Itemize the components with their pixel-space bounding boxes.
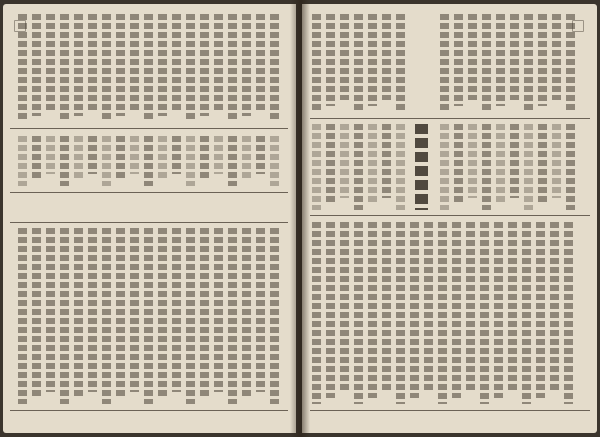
left-top-text-column (228, 14, 237, 122)
right-mid-text-column (340, 124, 349, 198)
right-bottom-text-column (452, 222, 461, 398)
left-top-text-column (270, 14, 279, 122)
left-mid-text-column (158, 136, 167, 180)
left-bottom-text-column (242, 228, 251, 398)
right-bottom-text-column (522, 222, 531, 404)
left-top-text-column (186, 14, 195, 122)
left-mid-text-column (88, 136, 97, 174)
right-mid-text-b-column (482, 124, 491, 210)
right-top-text-column (396, 14, 405, 112)
left-top-text-column (242, 14, 251, 116)
right-bottom-text-column (564, 222, 573, 404)
left-mid-text-column (74, 136, 83, 180)
left-mid-text-column (116, 136, 125, 180)
left-bottom-text-column (158, 228, 167, 398)
right-top-text-column (382, 14, 391, 100)
left-top-text-column (130, 14, 139, 110)
right-top-text-b-column (510, 14, 519, 100)
left-bottom-text-column (46, 228, 55, 392)
right-top-text-b-column (566, 14, 575, 112)
right-band-divider-2 (310, 215, 590, 216)
section-heading (415, 124, 428, 210)
right-mid-text-column (396, 124, 405, 210)
right-bottom-text-column (508, 222, 517, 392)
left-bottom-text-column (256, 228, 265, 392)
right-band-divider-1 (310, 118, 590, 119)
right-top-text-column (354, 14, 363, 112)
left-bottom-text-column (144, 228, 153, 404)
right-top-text-column (326, 14, 335, 106)
left-bottom-text-column (88, 228, 97, 392)
right-mid-text-b-column (510, 124, 519, 198)
right-top-text-column (312, 14, 321, 112)
right-bottom-text-column (326, 222, 335, 398)
left-top-text-column (102, 14, 111, 122)
right-mid-text-column (326, 124, 335, 204)
right-top-text-b-column (454, 14, 463, 106)
right-bottom-text-column (494, 222, 503, 398)
left-bottom-text-column (270, 228, 279, 404)
left-bottom-text-column (228, 228, 237, 404)
book-gutter (290, 0, 310, 437)
left-top-text-column (32, 14, 41, 116)
left-mid-text-column (186, 136, 195, 186)
right-bottom-text-column (312, 222, 321, 404)
left-bottom-text-column (60, 228, 69, 404)
left-bottom-text-column (32, 228, 41, 398)
left-mid-text-column (242, 136, 251, 180)
left-bottom-text-column (116, 228, 125, 398)
right-mid-text-b-column (538, 124, 547, 204)
left-top-text-column (74, 14, 83, 116)
left-top-text-column (214, 14, 223, 110)
right-mid-text-column (382, 124, 391, 198)
left-bottom-text-column (130, 228, 139, 392)
left-mid-text-column (102, 136, 111, 186)
right-bottom-text-column (536, 222, 545, 398)
left-mid-text-column (228, 136, 237, 186)
right-mid-text-b-column (552, 124, 561, 198)
left-top-text-column (256, 14, 265, 110)
right-mid-text-b-column (524, 124, 533, 210)
left-mid-text-column (60, 136, 69, 186)
right-top-text-column (340, 14, 349, 100)
left-top-text-column (116, 14, 125, 116)
right-bottom-text-column (368, 222, 377, 398)
right-mid-text-b-column (454, 124, 463, 204)
left-bottom-text-column (214, 228, 223, 392)
left-top-text-column (172, 14, 181, 110)
right-bottom-text-column (410, 222, 419, 398)
left-mid-text-column (144, 136, 153, 186)
left-bottom-text-column (186, 228, 195, 404)
left-mid-text-column (46, 136, 55, 174)
left-bottom-text-column (74, 228, 83, 398)
right-top-text-b-column (440, 14, 449, 112)
left-top-text-column (144, 14, 153, 122)
right-bottom-text-column (438, 222, 447, 404)
right-bottom-text-column (340, 222, 349, 392)
left-bottom-text-column (172, 228, 181, 392)
left-bottom-text-column (102, 228, 111, 404)
left-mid-text-column (256, 136, 265, 174)
left-mid-text-column (32, 136, 41, 180)
right-top-text-b-column (552, 14, 561, 100)
right-top-text-b-column (524, 14, 533, 112)
right-mid-text-b-column (496, 124, 505, 204)
right-bottom-text-column (396, 222, 405, 404)
right-top-text-b-column (468, 14, 477, 100)
right-bottom-text-column (354, 222, 363, 404)
left-band-divider-3 (10, 222, 288, 223)
right-mid-text-b-column (566, 124, 575, 210)
right-bottom-text-column (424, 222, 433, 392)
left-mid-text-column (200, 136, 209, 180)
right-mid-text-column (354, 124, 363, 210)
left-mid-text-column (270, 136, 279, 186)
left-band-divider-4 (10, 410, 288, 411)
right-mid-text-column (368, 124, 377, 204)
right-mid-text-b-column (440, 124, 449, 210)
left-top-text-column (46, 14, 55, 110)
right-top-text-column (368, 14, 377, 106)
right-mid-text-column (312, 124, 321, 210)
right-top-text-b-column (482, 14, 491, 112)
left-mid-text-column (130, 136, 139, 174)
left-band-divider-2 (10, 192, 288, 193)
left-mid-text-column (172, 136, 181, 174)
right-bottom-text-column (480, 222, 489, 404)
left-top-text-column (88, 14, 97, 110)
left-top-text-column (60, 14, 69, 122)
right-top-text-b-column (538, 14, 547, 106)
right-bottom-text-column (382, 222, 391, 392)
left-mid-text-column (214, 136, 223, 174)
left-top-text-column (158, 14, 167, 116)
left-mid-text-column (18, 136, 27, 186)
right-bottom-text-column (550, 222, 559, 392)
right-top-text-b-column (496, 14, 505, 106)
right-mid-text-b-column (468, 124, 477, 198)
right-bottom-text-column (466, 222, 475, 392)
left-band-divider-1 (10, 128, 288, 129)
right-band-divider-3 (310, 410, 590, 411)
left-bottom-text-column (18, 228, 27, 404)
left-top-text-column (18, 14, 27, 122)
left-top-text-column (200, 14, 209, 116)
left-bottom-text-column (200, 228, 209, 398)
